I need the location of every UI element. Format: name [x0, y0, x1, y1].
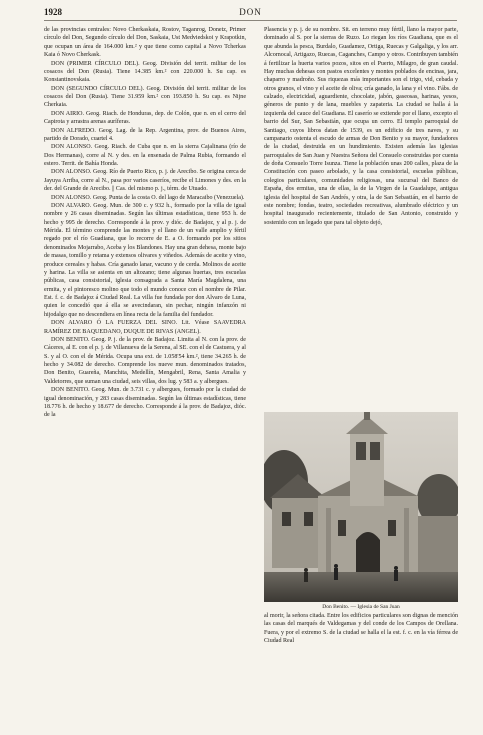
figure-caption: Don Benito. — Iglesia de San Juan — [322, 604, 400, 610]
entry-paragraph: DON ALVARO Ó LA FUERZA DEL SINO. Lit. Véase SAAVEDRA RAMÍREZ DE BAQUEDANO, DUQUE DE RIVAS (ANGEL). — [44, 320, 246, 335]
entry-paragraph: DON BENITO. Geog. Mun. de 3.731 c. y albergues, formado por la ciudad de igual denominación, y 283 casas diseminadas. Según las últimas estadísticas, tiene 18.776 h. de hecho y 18.677 de derecho. Corresponde á la prov. de Badajoz, dióc. de la — [44, 387, 246, 419]
entry-paragraph: DON ALONSO. Geog. Punta de la costa O. del lago de Maracaibo (Venezuela). — [51, 194, 245, 201]
right-column — [264, 26, 458, 227]
entry-paragraph: DON AIRIO. Geog. Riach. de Honduras, dep. de Colón, que n. en el cerro del Capirota y arrastra arenas auríferas. — [44, 110, 246, 126]
running-head — [44, 6, 457, 18]
church-photograph-icon — [264, 412, 458, 602]
entry-paragraph: al morir, la señora citada. Entre los edificios particulares son dignas de mención las casas del marqués de Valdegamas y del conde de los Campos de Orellana. Fuera, y por el extremo S. de la ciudad se halla el la est. f. c. en la vía férrea de Ciudad Real — [264, 613, 458, 645]
entry-paragraph: DON ALFREDO. Geog. Lag. de la Rep. Argentina, prov. de Buenos Aires, partido de Dorado, cuartel 4. — [44, 127, 246, 142]
entry-paragraph: de las provincias centrales: Novo Cherkaskaia, Rostov, Taganrog, Donetz, Primer círculo del Don, Segundo círculo del Don, Saskaia, Ust Medviedskoi y Krapotkin, que ocupan un área de 164.000 km.² y que tiene como capital a Novo Tcherkas Kaia ó Novo Cherkask. — [44, 27, 246, 59]
entry-paragraph: DON ALONSO. Geog. Riach. de Cuba que n. en la sierra Cajalinana (río de Dos Hermanas), corre al N. y des. en la ensenada de Palma Rubia, formando el estero. Territ. de Bahía Honda. — [44, 144, 246, 167]
entry-paragraph: DON ALVARO. Geog. Mun. de 300 c. y 932 h., formado por la villa de igual nombre y 26 casas diseminadas. Según las últimas estadísticas, tiene 953 h. de hecho y 995 de derecho. Corresponde á la prov. y dióc. de Badajoz, y al p. j. de Mérida. El término comprende las montes y el llano de un valle amplio y fértil regado por el río Guadiana, que lo recorre de E. a O. formando por los sitios denominados Mojarrabo, Aceba y los Blandones. Hay una gran dehesa, monte bajo de masas, tomillo y retama y extensos olivares y viñedos. Además de aceite y vino, produce cereales y habas. Cría ganado lanar, vacuno y de cerda. Molinos de aceite y harina. La villa se asienta en un altozano; tiene algunas huertas, tres escuelas públicas, casa consistorial, iglesia consagrada a Santa María Magdalena, una ermita, y el pintoresco molino que todo el mundo conoce con el nombre de Pilar. Est. f. c. de Badajoz á Ciudad Real. La villa fue fundada por don Alvaro de Luna, quien le concedió que á ella se avecindaran, sin pechar, ningún infanzón ni hijodalgo que no descendiera en línea recta de la familia del fundador. — [44, 202, 246, 318]
entry-paragraph: DON BENITO. Geog. P. j. de la prov. de Badajoz. Limita al N. con la prov. de Cáceres, al E. con el p. j. de Villanueva de la Serena, al SE. con el de Castuera, y al S. y al O. con el de Mérida. Ocupa una ext. de 1.058'54 km.², tiene 34.265 h. de hecho y 34.082 de derecho. Comprende los nueve mun. denominados tratados, Don Benito, Guareña, Manchita, Medellín, Mengabril, Rena, Santa Amalia y Valdetorres, que suman una ciudad, seis villas, dos lug. y 583 a. y albergues. — [44, 336, 246, 385]
entry-paragraph: DON (PRIMER CÍRCULO DEL). Geog. División del territ. militar de los cosacos del Don (Rusia). Tiene 14.385 km.² con 220.000 h. Su cap. es Konstantinovskaia. — [44, 60, 246, 84]
entry-paragraph: Plasencia y p. j. de su nombre. Sit. en terreno muy fértil, llano la mayor parte, dominado al S. por la sierras de Ruzo. Lo riegan los ríos Guadiana, que es el que abunda la pesca, Burdalo, Guadamez, Ortiga, Ruecas y Galgaliga, y los arr. Alcornocal, Artigazo, Ruecas, Caganches, Campo y otros. Contribuyen también á fertilizar la huerta varios pozos, sitos en el Puerto, Milagro, de gran caudal. Hay muchas dehesas con pastos excelentes y montes poblados de encinas, jara, chaparro y madroño. Sus riquezas más importantes son el trigo, vid, cebada y otros granos, el vino y el aceite de oliva; cría ganado, la lana y el vino. Fábs. de calzado, electricidad, aguardiente, chocolate, jabón, gaseosas, harinas, yesos, géneros de punto y de lana, muebles y zapateria. La ciudad se halla á la izquierda del cauce del Guadiana. El caserío se extiende por el llano, excepto el barrio del Sur, San Sebastián, que ocupa un cerro. El templo parroquial de Santiago, cuyos libros datan de 1539, es un edificio de tres naves, y su campanario ostenta el escudo de armas de Don Benito y su mayor, fundadores de la ciudad, destruida en un hundimiento. Existen además las iglesias parroquiales de San Juan y Nuestra Señora del Consuelo construidas por cuenta de doña Consuelo Torre Isunza. Tiene la población unas 200 calles, plaza de la Constitución con paseo arbolado, y la casa consistorial, escuelas públicas, colegios particulares, comunidades religiosas, una sucursal del Banco de España, dos ermitas, una de ellas, la de la Virgen de la Guadalupe, antigua iglesia del hospital de San Andrés, y otra, la de San Sebastián, en el barrio de este nombre; fondas, teatro, sociedades recreativas, alumbrado eléctrico y un hospital inaugurado recientemente, titulado de San Antonio, construido y sostenido con un legado que para tal objeto dejó, — [264, 27, 458, 226]
entry-paragraph: DON (SEGUNDO CÍRCULO DEL). Geog. División del territ. militar de los cosacos del Don (Rusia). Tiene 31.959 km.² con 193.850 h. Su cap. es Nijne Cherkaia. — [44, 85, 246, 109]
left-column — [44, 26, 246, 420]
header-rule — [44, 20, 457, 21]
running-word: DON — [239, 7, 262, 17]
right-column-continued — [264, 612, 458, 646]
page-number: 1928 — [44, 7, 62, 17]
church-photograph — [264, 412, 458, 602]
entry-paragraph: DON ALONSO. Geog. Río de Puerto Rico, p. j. de Arecibo. Se origina cerca de Jayuya Arriba, corre al N., pasa por varios caseríos, recibe el Limones y des. en la der. del Grande de Arecibo. || Cas. del mismo p. j., térm. de Utuado. — [44, 169, 246, 193]
